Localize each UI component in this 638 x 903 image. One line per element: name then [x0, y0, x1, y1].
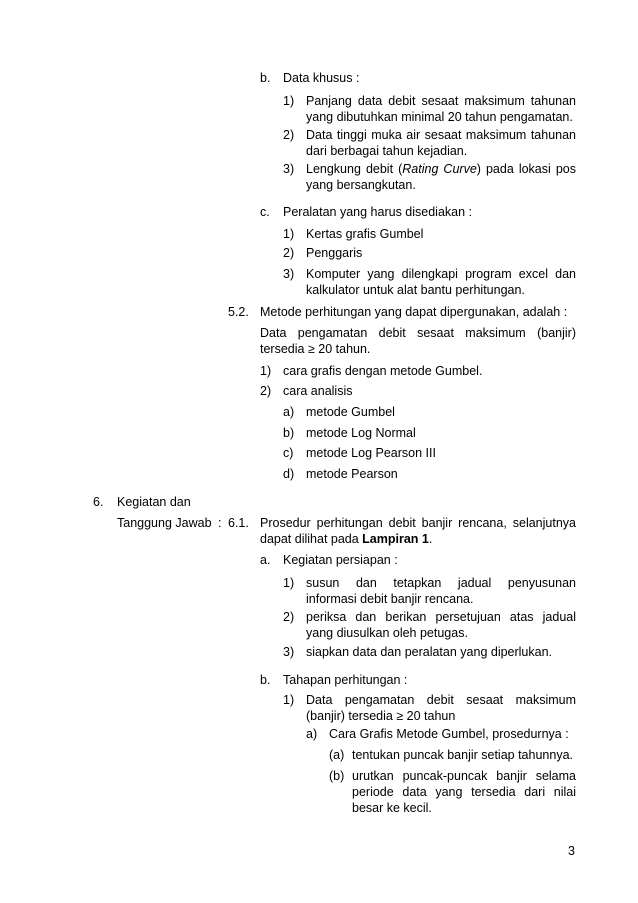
- paragraph: Prosedur perhitungan debit banjir rencana, selanjutnya dapat dilihat pada Lampiran 1.: [260, 516, 576, 546]
- section-title: Kegiatan dan: [117, 495, 191, 509]
- list-marker: (b): [329, 769, 345, 783]
- list-label: Tahapan perhitungan :: [283, 673, 408, 687]
- list-item-text: susun dan tetapkan jadual penyusunan informasi debit banjir rencana.: [306, 576, 576, 606]
- list-item-text: cara analisis: [283, 384, 353, 398]
- list-marker: 2): [260, 384, 272, 398]
- list-item-text: Panjang data debit sesaat maksimum tahunan yang dibutuhkan minimal 20 tahun pengamatan.: [306, 94, 576, 124]
- list-marker: 1): [283, 227, 295, 241]
- list-item-text: siapkan data dan peralatan yang diperlukan.: [306, 645, 553, 659]
- list-marker: d): [283, 467, 295, 481]
- list-item-text: periksa dan berikan persetujuan atas jadual yang diusulkan oleh petugas.: [306, 610, 576, 640]
- list-marker: a): [283, 405, 295, 419]
- list-marker: 3): [283, 162, 295, 176]
- list-marker: 2): [283, 246, 295, 260]
- list-item-text: Data pengamatan debit sesaat maksimum (banjir) tersedia ≥ 20 tahun: [306, 693, 576, 723]
- list-marker: 2): [283, 128, 295, 142]
- list-marker: c): [283, 446, 294, 460]
- italic-term: Rating Curve: [402, 162, 477, 176]
- list-marker: c.: [260, 205, 270, 219]
- list-item-text: metode Gumbel: [306, 405, 395, 419]
- list-marker: 2): [283, 610, 295, 624]
- list-item-text: cara grafis dengan metode Gumbel.: [283, 364, 483, 378]
- list-marker: 3): [283, 645, 295, 659]
- list-marker: b): [283, 426, 295, 440]
- list-marker: 3): [283, 267, 295, 281]
- list-item-text: urutkan puncak-puncak banjir selama periode data yang tersedia dari nilai besar ke kecil.: [352, 769, 576, 815]
- list-marker: a): [306, 727, 318, 741]
- colon-separator: :: [218, 516, 222, 530]
- list-label: Peralatan yang harus disediakan :: [283, 205, 473, 219]
- section-heading: Metode perhitungan yang dapat dipergunakan, adalah :: [260, 305, 568, 319]
- list-item-text: Kertas grafis Gumbel: [306, 227, 424, 241]
- list-marker: 1): [283, 94, 295, 108]
- list-item-text: Komputer yang dilengkapi program excel dan kalkulator untuk alat bantu perhitungan.: [306, 267, 576, 297]
- list-item-text: metode Log Pearson III: [306, 446, 436, 460]
- section-number: 6.1.: [228, 516, 249, 530]
- list-marker: 1): [283, 576, 295, 590]
- list-item-text: Data tinggi muka air sesaat maksimum tahunan dari berbagai tahun kejadian.: [306, 128, 576, 158]
- list-marker: b.: [260, 673, 271, 687]
- list-label: Kegiatan persiapan :: [283, 553, 398, 567]
- list-marker: 1): [260, 364, 272, 378]
- paragraph: Data pengamatan debit sesaat maksimum (banjir) tersedia ≥ 20 tahun.: [260, 326, 576, 356]
- list-item-text: metode Pearson: [306, 467, 398, 481]
- section-title: Tanggung Jawab: [117, 516, 212, 530]
- list-item-text: Lengkung debit (Rating Curve) pada lokasi pos yang bersangkutan.: [306, 162, 576, 192]
- list-marker: a.: [260, 553, 271, 567]
- list-marker: b.: [260, 71, 271, 85]
- page-number: 3: [568, 844, 575, 858]
- bold-reference: Lampiran 1: [362, 532, 429, 546]
- list-label: Data khusus :: [283, 71, 360, 85]
- list-item-text: Penggaris: [306, 246, 363, 260]
- list-marker: 1): [283, 693, 295, 707]
- section-number: 5.2.: [228, 305, 249, 319]
- list-item-text: Cara Grafis Metode Gumbel, prosedurnya :: [329, 727, 569, 741]
- section-number: 6.: [93, 495, 104, 509]
- list-marker: (a): [329, 748, 345, 762]
- list-item-text: tentukan puncak banjir setiap tahunnya.: [352, 748, 573, 762]
- list-item-text: metode Log Normal: [306, 426, 416, 440]
